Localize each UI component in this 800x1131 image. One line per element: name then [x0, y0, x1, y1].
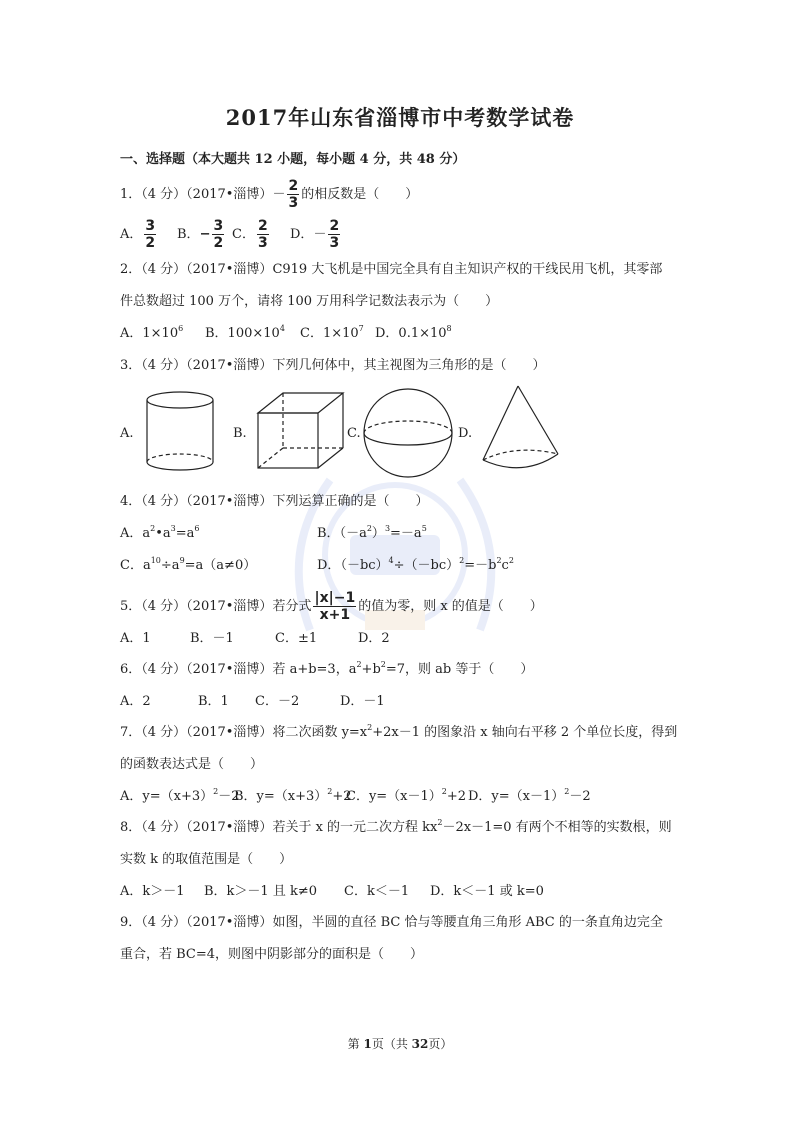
q4-option-a: A．$a^2•a^3=a^6$ [120, 524, 200, 541]
q1-option-c: C． $\frac{2}{3}$ [232, 218, 268, 251]
q5-option-c: C．±1 [275, 631, 318, 646]
q5-option-b: B．－1 [190, 631, 234, 646]
cylinder-figure [140, 388, 220, 478]
q4-option-d: D．$(-bc)^4\div(-bc)^2=-b^2c^2$ [317, 556, 514, 573]
q1-option-d: D．－ $\frac{2}{3}$ [290, 218, 340, 251]
question-2-line2: 件总数超过 100 万个，请将 100 万用科学记数法表示为（ ） [120, 294, 499, 309]
question-2: 2．（4 分）（2017•淄博）C919 大飞机是中国完全具有自主知识产权的干线民用飞机，其零部 [120, 262, 663, 277]
figure-label-d: D. [458, 426, 473, 441]
q5-option-a: A．1 [120, 631, 151, 646]
question-3: 3．（4 分）（2017•淄博）下列几何体中，其主视图为三角形的是（ ） [120, 358, 546, 373]
q2-option-d: D．$0.1\times 10^8$ [375, 324, 452, 341]
figure-label-c: C. [347, 426, 361, 441]
page-title: 2017年山东省淄博市中考数学试卷 [225, 105, 575, 130]
cone-figure [478, 382, 564, 478]
question-4: 4．（4 分）（2017•淄博）下列运算正确的是（ ） [120, 494, 429, 509]
q6-option-a: A．2 [120, 694, 151, 709]
q6-option-b: B．1 [198, 694, 229, 709]
question-8-line2: 实数 k 的取值范围是（ ） [120, 852, 293, 867]
question-9-line2: 重合，若 BC=4，则图中阴影部分的面积是（ ） [120, 947, 424, 962]
question-6: 6．（4 分）（2017•淄博）若 a+b=3，$a^2+b^2=7$，则 ab 等于（ ） [120, 660, 534, 677]
q4-option-c: C．$a^{10}\div a^9=a(a\ne 0)$ [120, 556, 257, 573]
section-heading: 一、选择题（本大题共 12 小题，每小题 4 分，共 48 分） [120, 152, 466, 167]
q8-option-a: A．k＞－1 [120, 884, 185, 899]
q2-option-a: A．$1\times 10^6$ [120, 324, 184, 341]
q6-option-c: C．－2 [255, 694, 300, 709]
cube-figure [250, 388, 350, 473]
q8-option-b: B．k＞－1 且 k≠0 [204, 884, 318, 899]
figure-label-b: B. [233, 426, 247, 441]
q5-option-d: D．2 [358, 631, 390, 646]
q8-option-d: D．k＜－1 或 k=0 [430, 884, 544, 899]
fraction: $\frac{2}{3}$ [288, 178, 299, 211]
q4-option-b: B．$(-a^2)^3=-a^5$ [317, 524, 427, 541]
q7-option-b: B．$y=(x+3)^2+2$ [234, 787, 352, 804]
q6-option-d: D．－1 [340, 694, 385, 709]
question-7-line2: 的函数表达式是（ ） [120, 757, 264, 772]
question-7: 7．（4 分）（2017•淄博）将二次函数 $y=x^2+2x-1$ 的图象沿 x 轴向右平移 2 个单位长度，得到 [120, 723, 678, 740]
q8-option-c: C．k＜－1 [344, 884, 410, 899]
q7-option-c: C．$y=(x-1)^2+2$ [346, 787, 467, 804]
page-footer: 第 1页（共 32页） [347, 1037, 453, 1051]
question-5: 5．（4 分）（2017•淄博）若分式 $\frac{|x|-1}{x+1}$ 的值为零，则 x 的值是（ ） [120, 590, 543, 623]
q7-option-a: A．$y=(x+3)^2-2$ [120, 787, 240, 804]
q2-option-c: C．$1\times 10^7$ [300, 324, 364, 341]
question-1: 1．（4 分）（2017•淄博）－ $\frac{2}{3}$ 的相反数是（ ） [120, 178, 419, 211]
q1-option-b: B．− $\frac{3}{2}$ [177, 218, 224, 251]
question-8: 8．（4 分）（2017•淄博）若关于 x 的一元二次方程 $kx^2-2x-1=0$ 有两个不相等的实数根，则 [120, 818, 672, 835]
figure-label-a: A. [120, 426, 134, 441]
sphere-figure [360, 385, 456, 481]
question-9: 9．（4 分）（2017•淄博）如图，半圆的直径 BC 恰与等腰直角三角形 ABC 的一条直角边完全 [120, 915, 663, 930]
q1-option-a: A． $\frac{3}{2}$ [120, 218, 156, 251]
q2-option-b: B．$100\times 10^4$ [205, 324, 285, 341]
fraction: $\frac{|x|-1}{x+1}$ [314, 590, 356, 623]
q7-option-d: D．$y=(x-1)^2-2$ [468, 787, 591, 804]
